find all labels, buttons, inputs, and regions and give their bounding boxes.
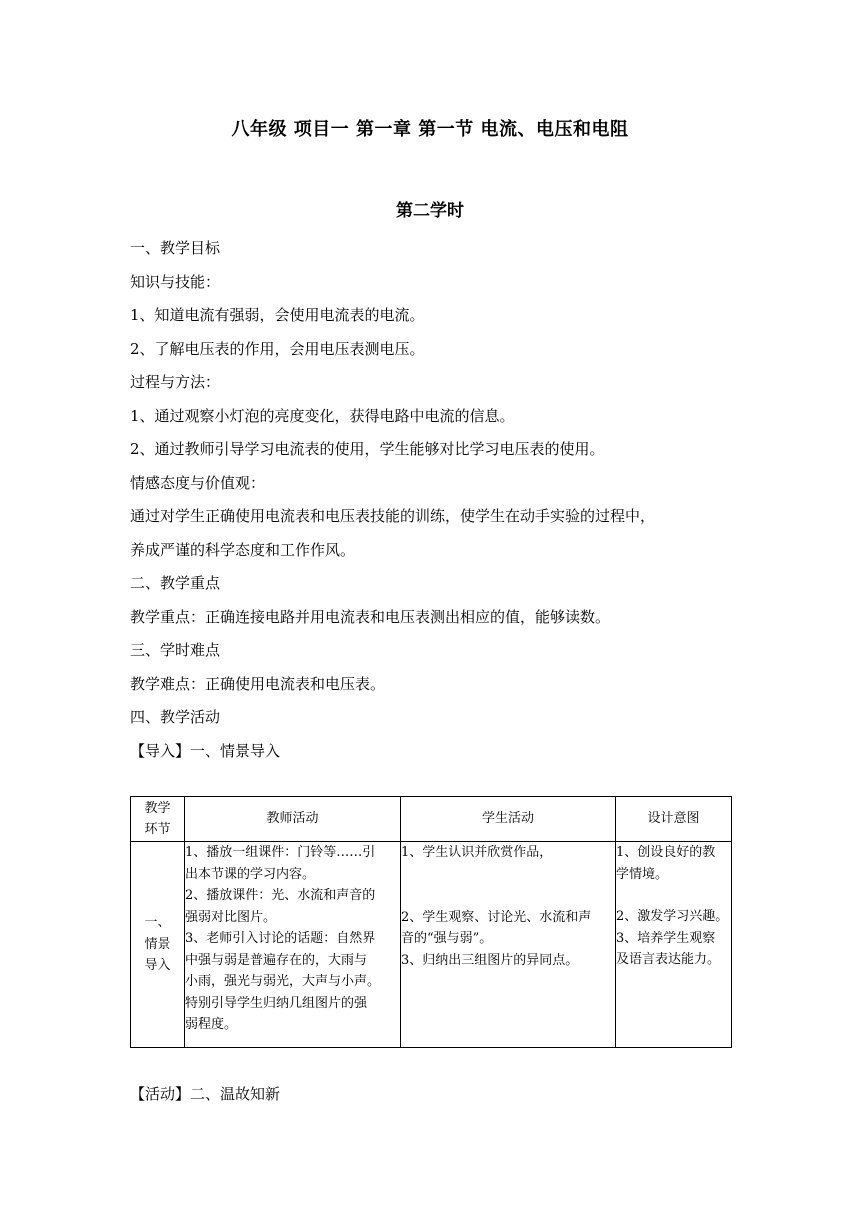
header-student: 学生活动	[401, 797, 616, 842]
subheading-attitude-values: 情感态度与价值观：	[130, 473, 266, 492]
header-teacher: 教师活动	[185, 797, 401, 842]
intent-line: 及语言表达能力。	[616, 952, 721, 967]
attitude-text-line-2: 养成严谨的科学态度和工作作风。	[130, 540, 356, 559]
activity-intro-label: 【导入】一、情景导入	[130, 741, 281, 760]
document-body	[130, 232, 735, 768]
teacher-line: 强弱对比图片。	[185, 909, 277, 925]
teacher-line: 弱程度。	[185, 1017, 238, 1032]
header-stage	[131, 797, 185, 842]
teacher-line: 小雨，强光与弱光，大声与小声。	[185, 974, 381, 989]
key-points-text: 教学重点：正确连接电路并用电流表和电压表测出相应的值，能够读数。	[130, 607, 611, 626]
spacer	[616, 885, 731, 906]
document-subtitle: 第二学时	[396, 201, 464, 221]
row-stage-line-2: 情景	[144, 936, 171, 952]
subheading-knowledge-skills: 知识与技能：	[130, 272, 221, 291]
student-line: 1、学生认识并欣赏作品，	[401, 845, 553, 860]
teacher-line: 3、老师引入讨论的话题：自然界	[185, 931, 376, 946]
document-title: 八年级 项目一 第一章 第一节 电流、电压和电阻	[231, 119, 629, 140]
activity-review-label: 【活动】二、温故知新	[130, 1085, 281, 1103]
difficulties-text: 教学难点：正确使用电流表和电压表。	[130, 674, 386, 693]
row-design-intent	[616, 842, 732, 1048]
section-heading-difficulties: 三、学时难点	[130, 641, 221, 659]
intent-line: 3、培养学生观察	[616, 930, 716, 946]
section-heading-objectives: 一、教学目标	[130, 239, 221, 257]
header-stage-line-2: 环节	[144, 822, 171, 837]
spacer	[401, 864, 615, 907]
subheading-process-methods: 过程与方法：	[130, 373, 221, 391]
teacher-line: 特别引导学生归纳几组图片的强	[185, 995, 368, 1011]
section-heading-key-points: 二、教学重点	[130, 574, 221, 592]
row-stage-line-3: 导入	[144, 958, 171, 974]
student-line: 音的“强与弱”。	[401, 931, 493, 946]
intent-line: 学情境。	[616, 866, 669, 882]
row-stage	[131, 842, 185, 1048]
knowledge-item-2: 2、了解电压表的作用，会用电压表测电压。	[130, 339, 425, 358]
student-line: 3、归纳出三组图片的异同点。	[401, 952, 579, 968]
teacher-line: 出本节课的学习内容。	[185, 866, 316, 882]
student-line: 2、学生观察、讨论光、水流和声	[401, 909, 592, 925]
lesson-table	[130, 796, 732, 1048]
header-stage-line-1: 教学	[144, 800, 171, 816]
table-header-row	[131, 797, 732, 842]
row-teacher-activity	[185, 842, 401, 1048]
process-item-2: 2、通过教师引导学习电流表的使用，学生能够对比学习电压表的使用。	[130, 440, 605, 458]
process-item-1: 1、通过观察小灯泡的亮度变化，获得电路中电流的信息。	[130, 406, 515, 425]
teacher-line: 中强与弱是普遍存在的，大雨与	[185, 952, 368, 968]
intent-line: 2、激发学习兴趣。	[616, 909, 729, 924]
row-student-activity	[401, 842, 616, 1048]
attitude-text-line-1: 通过对学生正确使用电流表和电压表技能的训练，使学生在动手实验的过程中，	[130, 507, 656, 525]
intent-line: 1、创设良好的教	[616, 845, 716, 860]
teacher-line: 2、播放课件：光、水流和声音的	[185, 888, 376, 903]
knowledge-item-1: 1、知道电流有强弱，会使用电流表的电流。	[130, 306, 425, 324]
header-intent: 设计意图	[616, 797, 732, 842]
table-row	[131, 842, 732, 1048]
row-stage-line-1: 一、	[144, 915, 171, 931]
section-heading-activities: 四、教学活动	[130, 708, 221, 726]
teacher-line: 1、播放一组课件：门铃等……引	[185, 845, 376, 860]
